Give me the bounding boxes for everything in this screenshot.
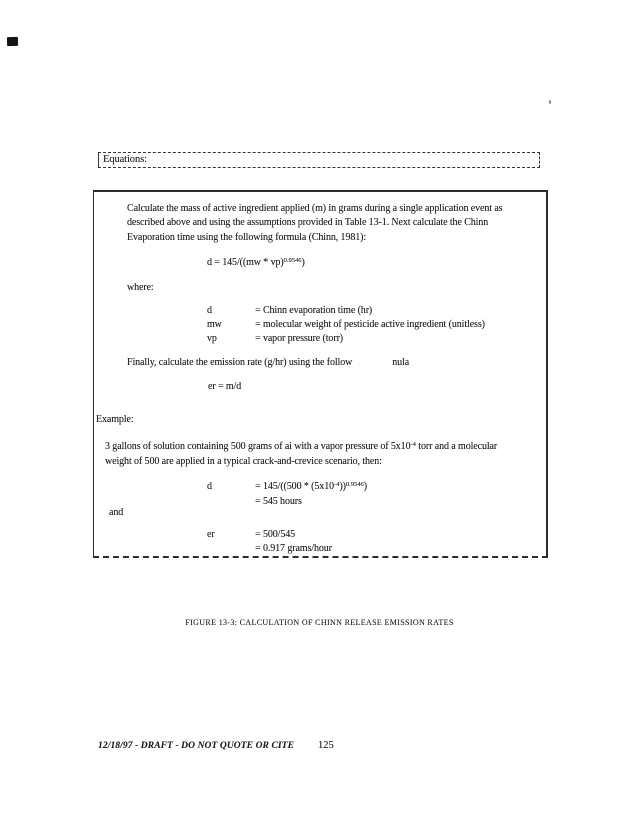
footer-page-number: 125	[318, 740, 334, 751]
finally-sentence	[127, 356, 409, 370]
figure-caption: FIGURE 13-3: CALCULATION OF CHINN RELEASE EMISSION RATES	[185, 618, 454, 627]
equations-header-box	[98, 152, 540, 168]
formula-close: )	[301, 257, 305, 268]
where-label: where:	[127, 282, 154, 293]
definition-text: = Chinn evaporation time (hr)	[255, 305, 373, 316]
definition-row	[207, 332, 485, 346]
calc-d-expression	[255, 481, 367, 492]
finally-text-start: Finally, calculate the emission rate (g/hr) using the follow	[127, 357, 353, 368]
example-label: Example:	[96, 414, 134, 425]
intro-line-3: Evaporation time using the following formula (Chinn, 1981):	[127, 231, 367, 243]
example-calc-er	[207, 528, 332, 555]
example-line1-text: 3 gallons of solution containing 500 grams of ai with a vapor pressure of 5x10	[105, 441, 411, 452]
definition-row	[207, 318, 485, 332]
finally-text-end: nula	[392, 357, 410, 368]
intro-line-2: described above and using the assumptions provided in Table 13-1. Next calculate the Chinn	[127, 217, 489, 229]
definition-row	[207, 304, 485, 318]
calc-d-variable: d	[207, 481, 212, 492]
definition-text: = vapor pressure (torr)	[255, 332, 344, 344]
definition-term: d	[207, 305, 212, 316]
definition-text: = molecular weight of pesticide active ingredient (unitless)	[255, 318, 485, 330]
calc-d-expr-base: = 145/((500 * (5x10	[255, 481, 335, 492]
calc-er-variable: er	[207, 529, 215, 540]
definition-term: mw	[207, 318, 222, 330]
calc-d-expr-mid: ))	[339, 481, 346, 492]
example-line-2: weight of 500 are applied in a typical crack-and-crevice scenario, then:	[105, 456, 382, 468]
calc-d-exponent-2: 0.9546	[345, 480, 364, 488]
footer-draft-notice: 12/18/97 - DRAFT - DO NOT QUOTE OR CITE	[98, 741, 295, 751]
example-paragraph	[105, 440, 497, 470]
intro-line-1: Calculate the mass of active ingredient applied (m) in grams during a single application event as	[127, 203, 503, 214]
calc-er-expression: = 500/545	[255, 529, 296, 540]
scan-speck	[549, 100, 551, 104]
example-line1-tail: torr and a molecular	[415, 441, 498, 452]
formula-base: d = 145/((mw * vp)	[207, 257, 284, 268]
intro-paragraph	[127, 202, 502, 245]
definition-term: vp	[207, 332, 217, 344]
calc-er-result: = 0.917 grams/hour	[255, 542, 332, 554]
formula-exponent: 0.9546	[283, 256, 302, 264]
scan-artifact-mark	[7, 37, 18, 46]
calc-d-exponent-1: -4	[334, 480, 340, 488]
emission-rate-formula: er = m/d	[208, 381, 242, 392]
example-calc-d	[207, 480, 367, 508]
calc-d-expr-close: )	[363, 481, 368, 492]
definitions-list	[207, 304, 485, 346]
example-line1-exponent: -4	[410, 440, 416, 448]
example-line-1	[105, 440, 497, 455]
figure-content-box	[93, 190, 548, 558]
calc-d-row	[207, 480, 367, 495]
calc-d-result: = 545 hours	[255, 495, 302, 507]
equations-label: Equations:	[103, 154, 147, 165]
calc-er-row	[207, 528, 332, 542]
and-label: and	[109, 507, 124, 518]
chinn-evaporation-formula	[207, 256, 305, 271]
